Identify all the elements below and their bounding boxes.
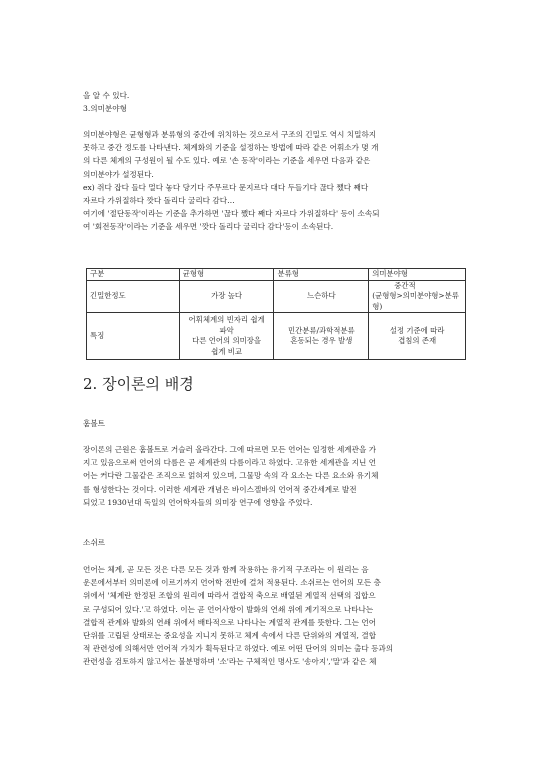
table-row [87,280,466,313]
top-fragment: 을 알 수 있다. [83,91,130,100]
paragraph-line: 의미분야형은 균형형과 분류형의 중간에 위치하는 것으로서 구조의 긴밀도 역시 치밀하지 [83,130,377,139]
table-header-cell: 구분 [87,269,180,281]
saussure-paragraph [83,563,468,669]
cell-line: 민간분류/과학적분류 [287,325,355,335]
section-2-title: 2. 장이론의 배경 [83,375,194,393]
table-cell [274,280,369,313]
paragraph-line: 적 관련성에 의해서만 언어적 가치가 획득된다고 하였다. 예로 어떤 단어의 의미는 출다 등과의 [83,644,394,654]
paragraph-line: 어는 커다란 그물같은 조직으로 얽혀져 있으며, 그물망 속의 각 요소는 다른 요소와 유기체 [83,471,379,481]
paragraph-line: ex) 쥐다 잡다 들다 멀다 놓다 당기다 주무르다 문지르다 대다 두들기다 끊다 쨌다 째다 [83,182,369,192]
cell-line: 혼동되는 경우 발생 [290,336,353,345]
paragraph-line: 를 형성한다는 것이다. 이러한 세계관 개념은 바이스겔바의 언어적 중간세계로 발전 [83,484,357,494]
table-header-row [87,269,466,281]
table-row [87,313,466,360]
cell-line: 쉽게 비교 [211,346,243,356]
paragraph-line: 지고 있음으로써 언어의 다름은 곧 세계관의 다름이라고 하였다. 고유한 세계관을 지닌 언 [83,458,377,468]
humboldt-heading: 훔볼트 [83,419,106,428]
table-cell [179,280,274,313]
paragraph-line: 언어는 체계, 곧 모든 것은 다른 모든 것과 함께 작용하는 유기적 구조라는 이 원리는 음 [83,565,369,574]
table-cell [369,280,466,313]
paragraph-line: 위에서 '체계란 한정된 조합의 원리에 따라서 결합적 축으로 배열된 계열적 선택의 집합으 [83,591,376,601]
cell-line: 중간적 [394,280,416,290]
comparison-table [86,268,466,360]
cell-line: 느슨하다 [307,291,336,300]
cell-line: 설정 기준에 따라 [389,325,445,335]
section-3-heading: 3.의미분야형 [83,104,127,113]
table-header-cell: 의미분야형 [369,269,466,281]
table-header-cell: 균형형 [179,269,274,281]
paragraph-line: 장이론의 근원은 훔볼트로 거슬러 올라간다. 그에 따르면 모든 언어는 일정한 세계관을 가 [83,445,377,454]
paragraph-line: 단위를 고립된 상태로는 중요성을 지니지 못하고 체계 속에서 다른 단위와의 계열적, 결합 [83,631,377,641]
paragraph-line: 관련성을 검토하지 않고서는 불분명하며 '소'라는 구체적인 명사도 '송아지','말'과 같은 체 [83,657,377,667]
paragraph-line: 의미분야가 설정된다. [83,169,154,179]
paragraph-line: 의 다른 체계의 구성원이 될 수도 있다. 예로 '손 동작'이라는 기준을 세우면 다음과 같은 [83,156,371,166]
cell-line: 어휘체계의 빈자리 쉽게 [188,315,265,324]
table-header-cell: 분류형 [274,269,369,281]
cell-line: 다른 언어의 의미장을 [192,336,262,345]
paragraph-line: 자르다 가위질하다 깟다 돌리다 굴리다 감다… [83,196,235,206]
paragraph-line: 로 구성되어 있다.'고 하였다. 이는 곧 언어사항이 발화의 연쇄 위에 계기적으로 나타나는 [83,604,374,614]
table-row-label: 긴밀한정도 [87,280,180,313]
semantic-field-paragraph [83,128,468,234]
cell-line: 파악 [219,325,234,335]
paragraph-line: 여 '회전동작'이라는 기준을 세우면 '깟다 돌리다 굴리다 감다'등이 소속된다. [83,222,334,232]
table-row-label: 특징 [87,313,180,360]
saussure-heading: 소쉬르 [83,538,106,547]
cell-line: 가장 높다 [211,291,243,300]
table-cell [274,313,369,360]
humboldt-paragraph [83,443,468,509]
paragraph-line: 여기에 '절단동작'이라는 기준을 추가하면 '끊다 쨌다 째다 자르다 가위질하다' 등이 소속되 [83,209,380,219]
cell-line: (균형형>의미분야형>분류형) [372,291,459,311]
paragraph-line: 못하고 중간 정도를 나타낸다. 체계화의 기준을 설정하는 방법에 따라 같은 어휘소가 몇 개 [83,143,379,153]
table-cell [179,313,274,360]
table-cell [369,313,466,360]
paragraph-line: 결합적 관계와 발화의 연쇄 위에서 배타적으로 나타나는 계열적 관계를 뜻한다. 그는 언어 [83,617,377,627]
cell-line: 겹침의 존재 [398,336,437,345]
paragraph-line: 되었고 1930년대 독일의 언어학자들의 의미장 연구에 영향을 주었다. [83,497,313,507]
paragraph-line: 운론에서부터 의미론에 이르기까지 언어학 전반에 걸쳐 적용된다. 소쉬르는 언어의 모든 층 [83,578,381,588]
